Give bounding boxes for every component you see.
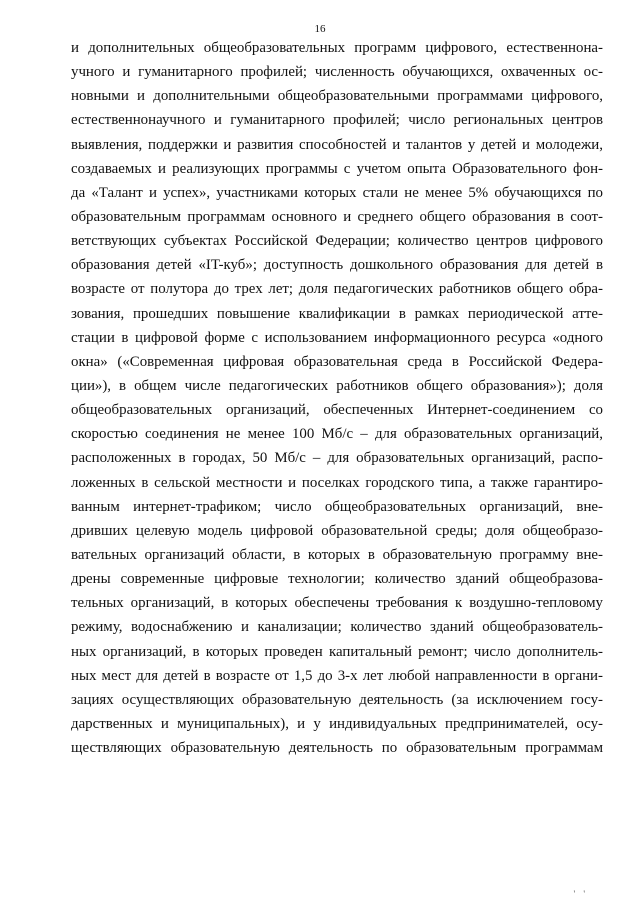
text-line: стации в цифровой форме с использованием информационного ресурса «одного (71, 329, 603, 346)
text-line: да «Талант и успех», участниками которых стали не менее 5% обучающихся по (71, 184, 603, 201)
text-line: ветствующих субъектах Российской Федерации; количество центров цифрового (71, 233, 603, 250)
text-line: зования, прошедших повышение квалификации в рамках периодической атте- (71, 305, 603, 322)
text-line: дарственных и муниципальных), и у индивидуальных предпринимателей, осу- (71, 715, 603, 732)
text-line: тельных организаций, в которых обеспечены требования к воздушно-тепловому (71, 595, 603, 612)
text-line: учного и гуманитарного профилей; численность обучающихся, охваченных ос- (71, 64, 603, 81)
text-line: возрасте от полутора до трех лет; доля педагогических работников общего обра- (71, 281, 603, 298)
text-line: ных организаций, в которых проведен капитальный ремонт; число дополнитель- (71, 643, 603, 660)
text-line: дривших целевую модель цифровой образовательной среды; доля общеобразо- (71, 522, 603, 539)
text-line: ложенных в сельской местности и поселках городского типа, а также гарантиро- (71, 474, 603, 491)
text-line: окна» («Современная цифровая образовательная среда в Российской Федера- (71, 353, 603, 370)
text-line: образования детей «IT-куб»; доступность дошкольного образования для детей в (71, 257, 603, 274)
text-line: и дополнительных общеобразовательных программ цифрового, естественнона- (71, 40, 603, 56)
text-line: зациях осуществляющих образовательную деятельность (за исключением госу- (71, 691, 603, 708)
text-line: общеобразовательных организаций, обеспеченных Интернет-соединением со (71, 402, 603, 419)
text-line: режиму, водоснабжению и канализации; количество зданий общеобразователь- (71, 619, 603, 636)
text-line: вательных организаций области, в которых в образовательную программу вне- (71, 546, 603, 563)
text-line: образовательным программам основного и среднего общего образования в соот- (71, 208, 603, 225)
text-line: выявления, поддержки и развития способностей и талантов у детей и молодежи, (71, 136, 603, 153)
text-line: новными и дополнительными общеобразовательными программами цифрового, (71, 88, 603, 105)
text-line: ных мест для детей в возрасте от 1,5 до 3-х лет любой направленности в органи- (71, 667, 603, 684)
text-line: ванным интернет-трафиком; число общеобразовательных организаций, вне- (71, 498, 603, 515)
text-line: скоростью соединения не менее 100 Мб/с – для образовательных организаций, (71, 426, 603, 443)
page-number: 16 (314, 23, 326, 35)
text-line: ществляющих образовательную деятельность по образовательным программам (71, 740, 603, 757)
text-line: создаваемых и реализующих программы с учетом опыта Образовательного фон- (71, 160, 603, 177)
text-line: ции»), в общем числе педагогических работников общего образования»); доля (71, 377, 603, 394)
body-paragraph (71, 36, 603, 760)
text-line: естественнонаучного и гуманитарного профилей; число региональных центров (71, 112, 603, 129)
text-line: дрены современные цифровые технологии; количество зданий общеобразова- (71, 571, 603, 588)
scan-corner-mark: ' ' (573, 889, 588, 899)
text-line: расположенных в городах, 50 Мб/с – для образовательных организаций, распо- (71, 450, 603, 467)
